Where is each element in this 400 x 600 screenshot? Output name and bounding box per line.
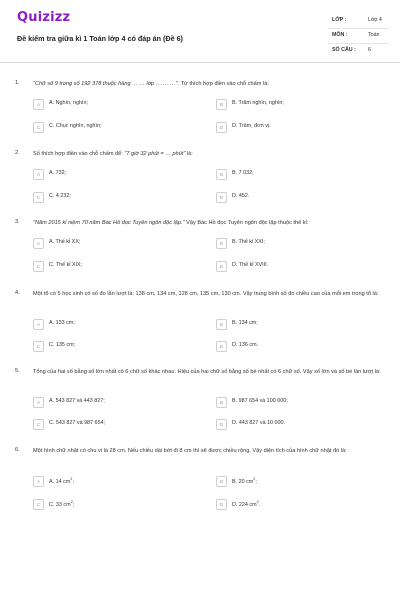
option-text: B. 134 cm;: [232, 320, 258, 326]
option-text: A. Nghìn, nghìn;: [49, 100, 88, 106]
meta-value: 6: [368, 47, 371, 53]
option-text: A. 732;: [49, 170, 67, 176]
option-text: B. 987 654 và 100 000;: [232, 398, 288, 404]
question-text-italic: "Năm 2015 kỉ niệm 70 năm Bác Hồ đọc Tuyên ngôn độc lập.": [33, 220, 185, 226]
question-number: 2.: [15, 150, 20, 156]
option-letter: C: [33, 192, 44, 203]
question-text: Tổng của hai số bằng số lớn nhất có 6 chữ số khác nhau. Hiệu của hai chữ số bằng số bé nhất có 6 chữ số. Vậy số lớn và số bé lần lượt là:: [33, 369, 381, 375]
option-letter: C: [33, 419, 44, 430]
option-letter: B: [216, 319, 227, 330]
option-letter: A: [33, 319, 44, 330]
option-letter: A: [33, 476, 44, 487]
question-number: 5.: [15, 368, 20, 374]
question-number: 6.: [15, 447, 20, 453]
option-letter: A: [33, 169, 44, 180]
question-text: Một tổ có 5 học sinh có số đo lần lượt là: 138 cm, 134 cm, 128 cm, 135 cm, 130 cm. Vậy trung bình số đo chiều cao của mỗi em trong tổ là:: [33, 291, 379, 297]
option-text: D. 136 cm.: [232, 342, 259, 348]
document-title: Đề kiểm tra giữa kì 1 Toán lớp 4 có đáp án (Đề 6): [17, 34, 183, 43]
option-text: D. 452.: [232, 193, 250, 199]
question-number: 1.: [15, 80, 20, 86]
option-letter: A: [33, 99, 44, 110]
question-text-before: Số thích hợp điền vào chỗ chấm để:: [33, 151, 125, 157]
option-text: B. Trăm nghìn, nghìn;: [232, 100, 284, 106]
option-text: D. Thế kỉ XVIII.: [232, 262, 269, 268]
question-text-rest: Vậy Bác Hồ đọc Tuyên ngôn độc lập thuộc thế kỉ:: [184, 220, 309, 226]
option-letter: A: [33, 397, 44, 408]
question-number: 3.: [15, 219, 20, 225]
meta-label: LỚP :: [332, 17, 347, 23]
question-text-rest: Từ thích hợp điền vào chỗ chấm là:: [179, 81, 269, 87]
meta-value: Lớp 4: [368, 17, 382, 23]
option-letter: B: [216, 397, 227, 408]
option-letter: C: [33, 341, 44, 352]
option-letter: B: [216, 238, 227, 249]
option-text: D. 443 827 và 10 000.: [232, 420, 286, 426]
meta-value: Toán: [368, 32, 380, 38]
option-text: C. Thế kỉ XIX;: [49, 262, 83, 268]
meta-row-class: [328, 14, 388, 29]
option-text: A. 14 $cm^2$;: [49, 477, 74, 485]
option-text: B. Thế kỉ XXI;: [232, 239, 265, 245]
option-text: C. 135 cm;: [49, 342, 76, 348]
question-text: [33, 80, 389, 88]
meta-label: MÔN :: [332, 32, 348, 38]
option-letter: D: [216, 419, 227, 430]
option-text: D. 224 $cm^2$.: [232, 500, 261, 508]
quizizz-logo: Quizizz: [17, 10, 71, 25]
option-text: A. 543 827 và 443 827;: [49, 398, 105, 404]
question-text: Một hình chữ nhật có chu vi là 28 cm. Nếu chiều dài bớt đi 8 cm thì sẽ được chiều rộng. Vậy diện tích của hình chữ nhật đó là:: [33, 448, 347, 454]
option-letter: C: [33, 261, 44, 272]
option-text: B. 20 $cm^2$;: [232, 477, 257, 485]
question-text-italic: "Chữ số 9 trong số 192 378 thuộc hàng … … lớp … … …".: [33, 81, 180, 87]
option-letter: C: [33, 499, 44, 510]
option-text: A. Thế kỉ XX;: [49, 239, 81, 245]
option-letter: D: [216, 122, 227, 133]
option-text: C. 4 232;: [49, 193, 71, 199]
option-letter: B: [216, 99, 227, 110]
option-letter: D: [216, 341, 227, 352]
option-letter: D: [216, 192, 227, 203]
option-letter: A: [33, 238, 44, 249]
question-text-italic: "7 giờ 32 phút = … phút": [124, 151, 186, 157]
option-letter: B: [216, 476, 227, 487]
option-letter: C: [33, 122, 44, 133]
option-letter: D: [216, 499, 227, 510]
question-text-rest: là:: [185, 151, 193, 157]
option-text: B. 7 032;: [232, 170, 254, 176]
option-text: C. 543 827 và 987 654;: [49, 420, 106, 426]
meta-box: [328, 14, 388, 58]
header-divider: [0, 62, 400, 63]
question-text: [33, 150, 389, 158]
meta-label: SỐ CÂU :: [332, 47, 356, 53]
option-letter: D: [216, 261, 227, 272]
option-text: C. 33 $cm^2$;: [49, 500, 75, 508]
meta-row-question-count: [328, 44, 388, 58]
meta-row-subject: [328, 29, 388, 44]
option-text: C. Chục nghìn, nghìn;: [49, 123, 102, 129]
option-letter: B: [216, 169, 227, 180]
option-text: A. 133 cm;: [49, 320, 75, 326]
question-text: [33, 219, 389, 227]
question-number: 4.: [15, 290, 20, 296]
option-text: D. Trăm, đơn vị.: [232, 123, 271, 129]
